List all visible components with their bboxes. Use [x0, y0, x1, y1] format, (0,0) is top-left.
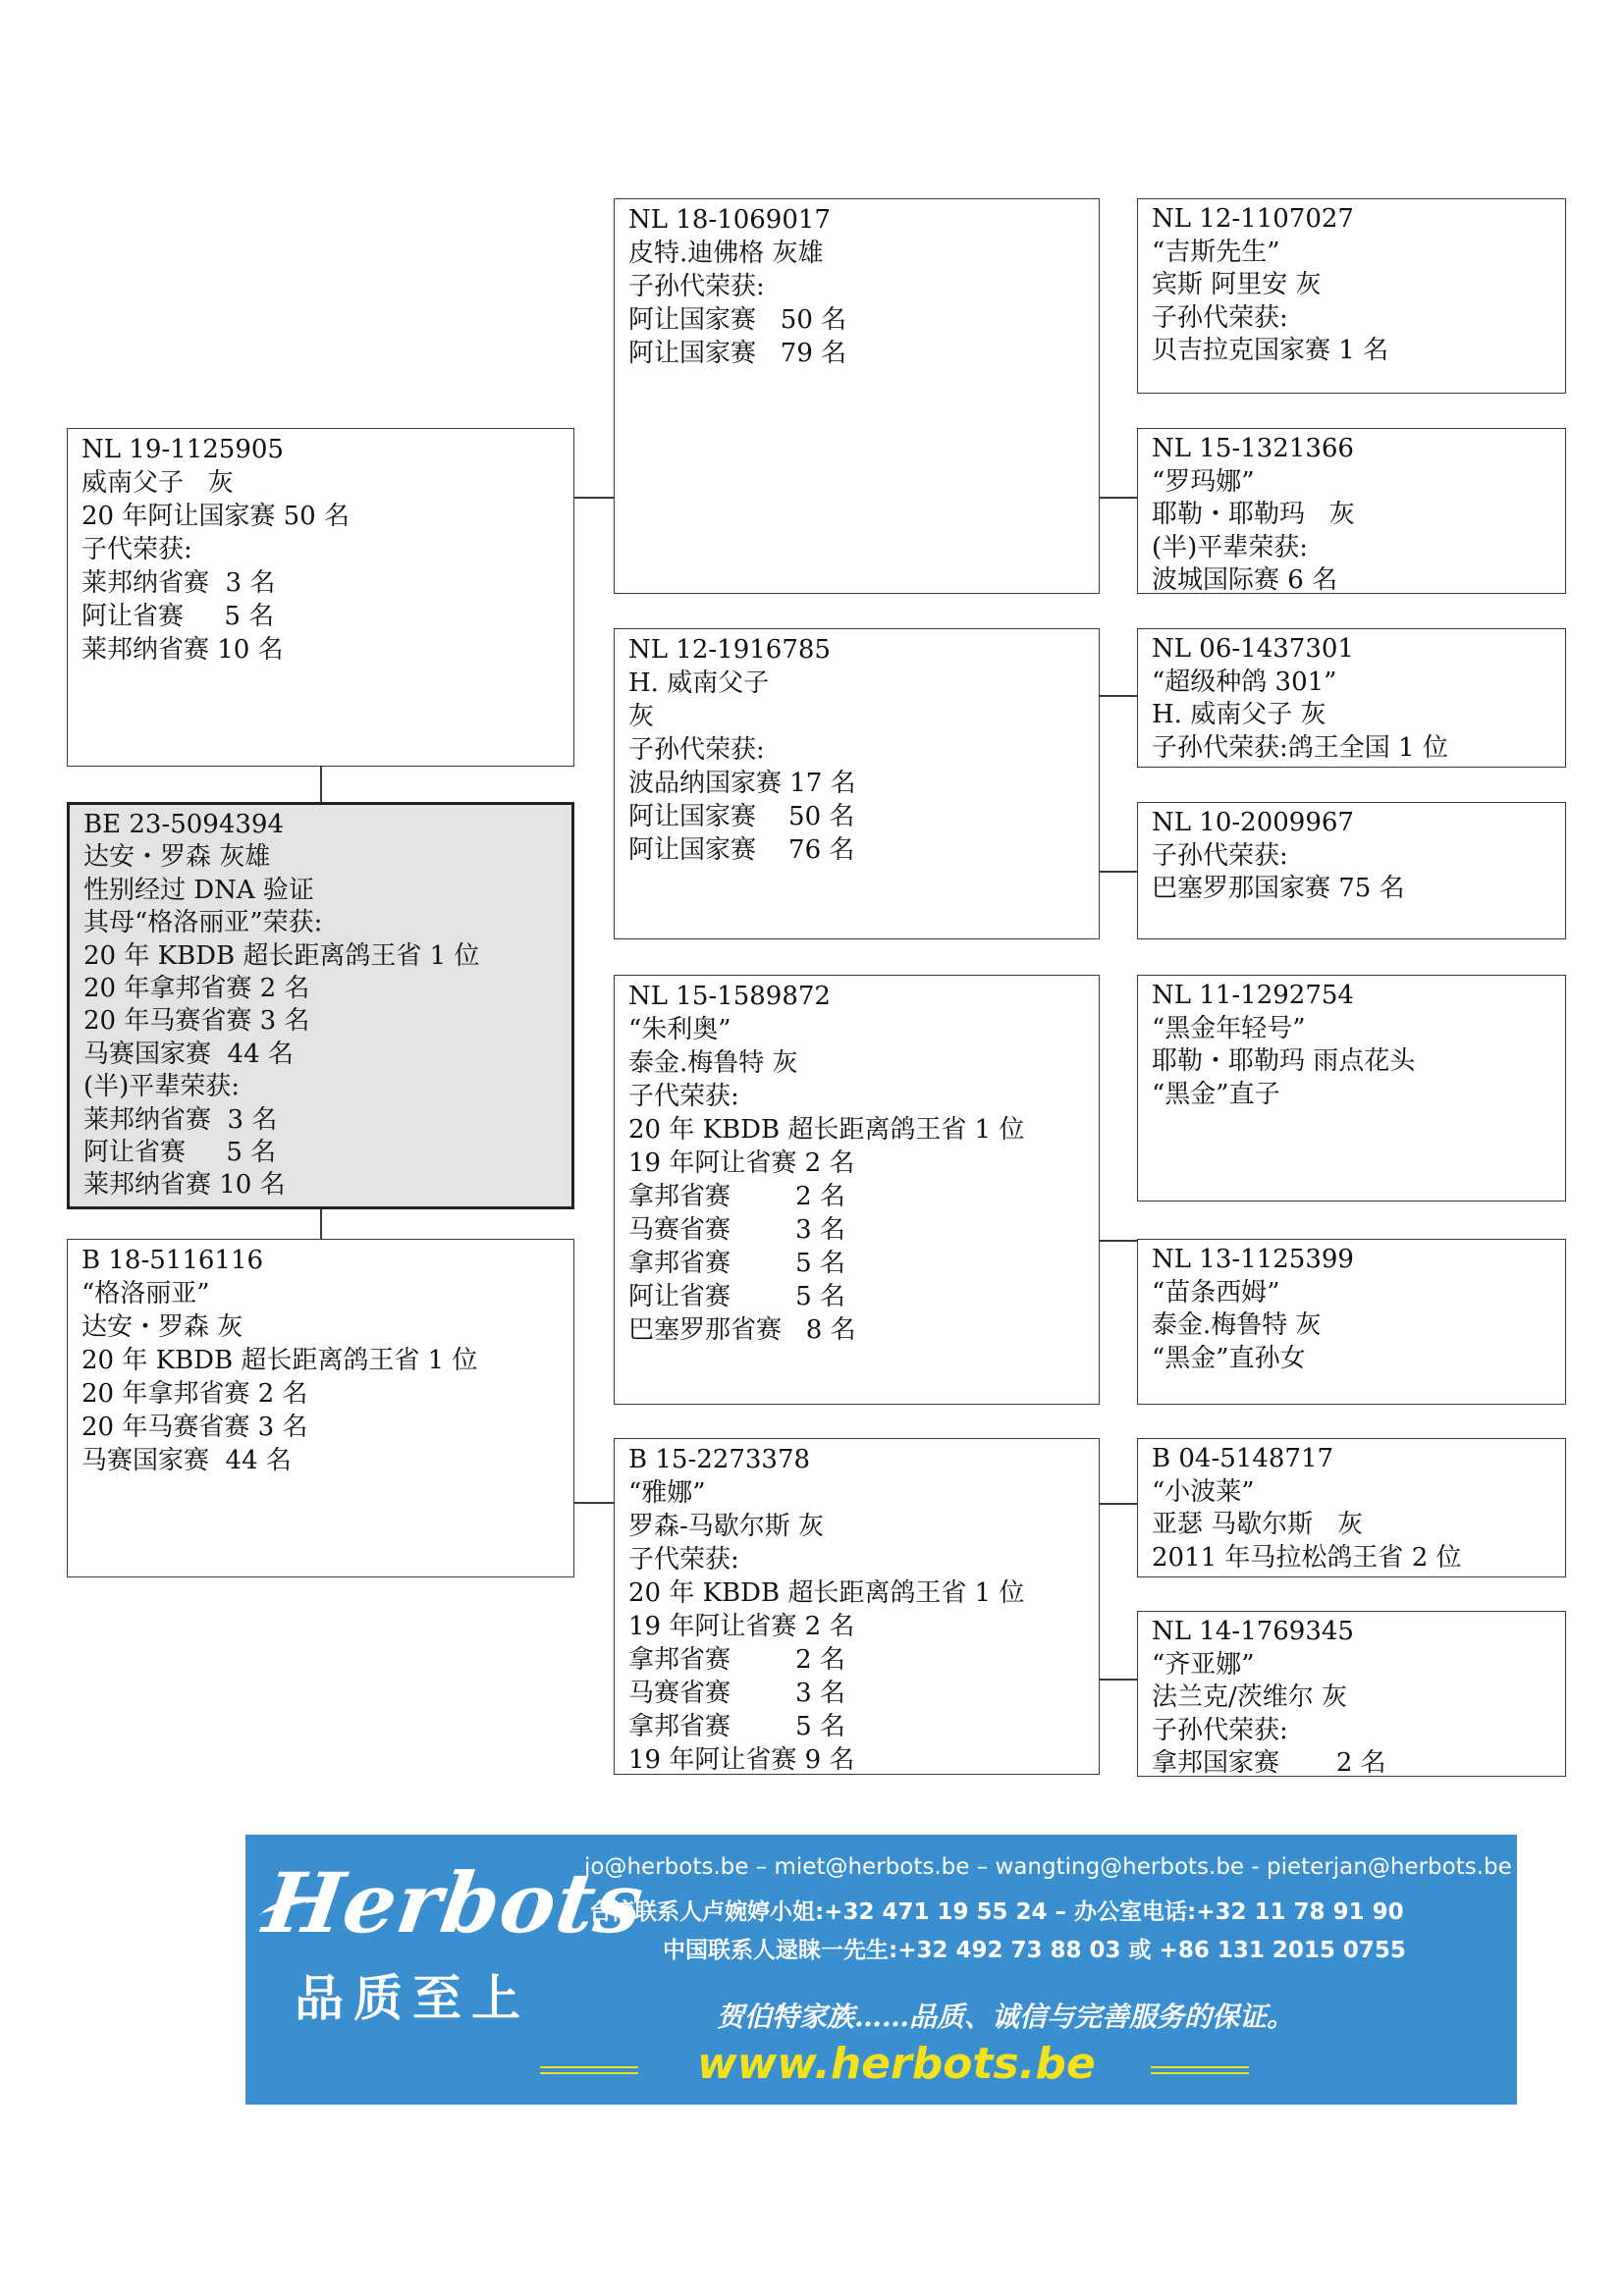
pedigree-line: “朱利奥”: [628, 1015, 731, 1044]
pedigree-line: 泰金.梅鲁特 灰: [628, 1048, 798, 1078]
pedigree-line: 拿邦国家赛 2 名: [1152, 1748, 1386, 1777]
pedigree-line: 子代荣获:: [628, 1545, 739, 1575]
decorative-line: [1151, 2066, 1249, 2068]
pedigree-line: 莱邦纳省赛 10 名: [83, 1170, 286, 1201]
great-grandparent-box: [1137, 1611, 1566, 1777]
grandparent-box: [614, 1438, 1100, 1775]
pedigree-line: 宾斯 阿里安 灰: [1152, 270, 1322, 300]
pedigree-line: 子孙代荣获:: [1152, 840, 1288, 871]
pedigree-line: 拿邦省赛 2 名: [628, 1182, 845, 1211]
pedigree-line: BE 23-5094394: [83, 810, 285, 839]
connector: [320, 767, 322, 802]
pedigree-line: “黑金”直子: [1152, 1079, 1280, 1109]
pedigree-line: 20 年拿邦省赛 2 名: [83, 974, 310, 1004]
connector: [1100, 695, 1137, 697]
connector: [1100, 1503, 1137, 1505]
pedigree-line: 阿让省赛 5 名: [83, 1138, 277, 1168]
grandparent-box: [614, 975, 1100, 1405]
connector: [1100, 1240, 1137, 1242]
pedigree-line: 巴塞罗那省赛 8 名: [628, 1315, 856, 1345]
pedigree-line: 马赛省赛 3 名: [628, 1679, 845, 1708]
pedigree-line: 20 年 KBDB 超长距离鸽王省 1 位: [628, 1578, 1025, 1608]
pedigree-line: 子孙代荣获:: [628, 735, 765, 765]
pedigree-line: 威南父子 灰: [81, 468, 234, 498]
pedigree-line: 阿让省赛 5 名: [628, 1282, 845, 1311]
pedigree-line: 达安・罗森 灰: [81, 1312, 244, 1342]
pedigree-line: 拿邦省赛 5 名: [628, 1712, 845, 1741]
pedigree-line: “雅娜”: [628, 1478, 706, 1508]
great-grandparent-box: [1137, 428, 1566, 594]
pedigree-line: 20 年马赛省赛 3 名: [83, 1006, 310, 1037]
pedigree-line: H. 威南父子 灰: [1152, 700, 1326, 730]
pedigree-line: B 04-5148717: [1152, 1444, 1334, 1473]
pedigree-line: 巴塞罗那国家赛 75 名: [1152, 874, 1405, 904]
great-grandparent-box: [1137, 975, 1566, 1201]
great-grandparent-box: [1137, 1239, 1566, 1405]
contact-banner: [245, 1835, 1517, 2105]
pedigree-line: NL 18-1069017: [628, 205, 831, 235]
decorative-line: [540, 2066, 638, 2068]
pedigree-line: 拿邦省赛 5 名: [628, 1249, 845, 1278]
pedigree-line: “黑金”直孙女: [1152, 1343, 1306, 1373]
pedigree-line: NL 11-1292754: [1152, 981, 1354, 1010]
pedigree-line: 20 年阿让国家赛 50 名: [81, 502, 350, 531]
connector: [574, 497, 614, 499]
pedigree-line: 阿让国家赛 76 名: [628, 835, 855, 865]
subject-box: [67, 802, 574, 1209]
dam-box: [67, 1239, 574, 1577]
pedigree-line: “黑金年轻号”: [1152, 1013, 1306, 1043]
sire-box: [67, 428, 574, 767]
pedigree-line: 亚瑟 马歇尔斯 灰: [1152, 1510, 1364, 1540]
pedigree-line: 20 年 KBDB 超长距离鸽王省 1 位: [83, 940, 480, 971]
pedigree-line: 19 年阿让省赛 2 名: [628, 1148, 855, 1178]
pedigree-line: 阿让国家赛 79 名: [628, 339, 847, 368]
pedigree-line: (半)平辈荣获:: [1152, 532, 1309, 562]
website-link[interactable]: www.herbots.be: [697, 2039, 1096, 2089]
pedigree-line: 莱邦纳省赛 10 名: [81, 635, 284, 665]
pedigree-line: 性别经过 DNA 验证: [83, 875, 314, 905]
pedigree-line: H. 威南父子: [628, 668, 770, 698]
pedigree-line: “齐亚娜”: [1152, 1649, 1255, 1680]
pedigree-line: NL 12-1916785: [628, 635, 831, 665]
pedigree-line: “格洛丽亚”: [81, 1279, 210, 1308]
family-motto: 贺伯特家族……品质、诚信与完善服务的保证。: [717, 2001, 1295, 2033]
pedigree-line: 20 年 KBDB 超长距离鸽王省 1 位: [81, 1346, 478, 1375]
pedigree-line: NL 19-1125905: [81, 435, 284, 464]
pedigree-line: 20 年马赛省赛 3 名: [81, 1413, 308, 1442]
pedigree-line: NL 15-1321366: [1152, 434, 1354, 463]
pedigree-line: 子孙代荣获:: [1152, 302, 1288, 333]
pedigree-line: “苗条西姆”: [1152, 1277, 1280, 1308]
pedigree-line: “小波莱”: [1152, 1476, 1255, 1507]
pedigree-line: “超级种鸽 301”: [1152, 667, 1337, 697]
pedigree-line: 贝吉拉克国家赛 1 名: [1152, 336, 1389, 366]
great-grandparent-box: [1137, 628, 1566, 768]
great-grandparent-box: [1137, 1438, 1566, 1577]
pedigree-line: 2011 年马拉松鸽王省 2 位: [1152, 1542, 1462, 1573]
pedigree-line: 马赛国家赛 44 名: [81, 1446, 292, 1475]
pedigree-line: 子代荣获:: [628, 1082, 739, 1111]
connector: [320, 1209, 322, 1239]
pedigree-line: NL 13-1125399: [1152, 1245, 1354, 1274]
pedigree-line: NL 10-2009967: [1152, 808, 1354, 837]
pedigree-line: “吉斯先生”: [1152, 237, 1280, 267]
pedigree-line: 泰金.梅鲁特 灰: [1152, 1310, 1322, 1341]
pedigree-line: 子孙代荣获:鸽王全国 1 位: [1152, 732, 1448, 763]
pedigree-line: B 15-2273378: [628, 1445, 811, 1474]
pedigree-line: NL 06-1437301: [1152, 634, 1354, 664]
connector: [1100, 871, 1137, 873]
pedigree-line: 子孙代荣获:: [1152, 1715, 1288, 1745]
pedigree-line: 拿邦省赛 2 名: [628, 1645, 845, 1675]
pedigree-line: 19 年阿让省赛 2 名: [628, 1612, 855, 1641]
pedigree-line: 灰: [628, 702, 655, 731]
grandparent-box: [614, 628, 1100, 939]
pedigree-line: 耶勒・耶勒玛 灰: [1152, 500, 1355, 530]
pedigree-line: 20 年拿邦省赛 2 名: [81, 1379, 308, 1409]
great-grandparent-box: [1137, 198, 1566, 394]
pedigree-line: 子代荣获:: [81, 535, 192, 564]
pedigree-line: (半)平辈荣获:: [83, 1072, 241, 1102]
taiwan-contact: 台湾联系人卢婉婷小姐:+32 471 19 55 24 – 办公室电话:+32 11 78 91 90: [589, 1899, 1404, 1925]
decorative-line: [540, 2072, 638, 2074]
pedigree-line: 其母“格洛丽亚”荣获:: [83, 908, 323, 938]
pedigree-line: NL 12-1107027: [1152, 204, 1354, 234]
slogan: 品质至上: [295, 1970, 530, 2027]
pedigree-line: B 18-5116116: [81, 1246, 264, 1275]
email-contacts[interactable]: jo@herbots.be – miet@herbots.be – wangting@herbots.be - pieterjan@herbots.be: [584, 1854, 1512, 1880]
pedigree-line: 阿让国家赛 50 名: [628, 305, 847, 335]
pedigree-line: 波品纳国家赛 17 名: [628, 769, 856, 798]
pedigree-line: 20 年 KBDB 超长距离鸽王省 1 位: [628, 1115, 1025, 1145]
pedigree-line: 达安・罗森 灰雄: [83, 842, 271, 873]
pedigree-line: 子孙代荣获:: [628, 272, 765, 301]
pedigree-line: “罗玛娜”: [1152, 466, 1255, 497]
pedigree-line: 19 年阿让省赛 9 名: [628, 1745, 855, 1775]
pedigree-line: 阿让省赛 5 名: [81, 602, 275, 631]
connector: [1100, 1679, 1137, 1681]
pedigree-line: 莱邦纳省赛 3 名: [81, 568, 276, 598]
pedigree-line: 马赛国家赛 44 名: [83, 1039, 294, 1069]
great-grandparent-box: [1137, 802, 1566, 939]
pedigree-line: 马赛省赛 3 名: [628, 1215, 845, 1245]
pedigree-line: 耶勒・耶勒玛 雨点花头: [1152, 1046, 1416, 1077]
connector: [574, 1502, 614, 1504]
grandparent-box: [614, 198, 1100, 594]
herbots-logo: Herbots: [258, 1854, 650, 1951]
decorative-line: [1151, 2072, 1249, 2074]
pedigree-line: 阿让国家赛 50 名: [628, 802, 855, 831]
pedigree-line: 波城国际赛 6 名: [1152, 565, 1338, 594]
pedigree-line: NL 14-1769345: [1152, 1617, 1354, 1646]
pedigree-line: 罗森-马歇尔斯 灰: [628, 1512, 825, 1541]
pedigree-line: NL 15-1589872: [628, 982, 831, 1011]
pedigree-line: 莱邦纳省赛 3 名: [83, 1104, 278, 1135]
china-contact: 中国联系人逯睐一先生:+32 492 73 88 03 或 +86 131 2015 0755: [663, 1938, 1406, 1963]
connector: [1100, 497, 1137, 499]
pedigree-line: 皮特.迪佛格 灰雄: [628, 239, 824, 268]
pedigree-line: 法兰克/茨维尔 灰: [1152, 1682, 1348, 1713]
